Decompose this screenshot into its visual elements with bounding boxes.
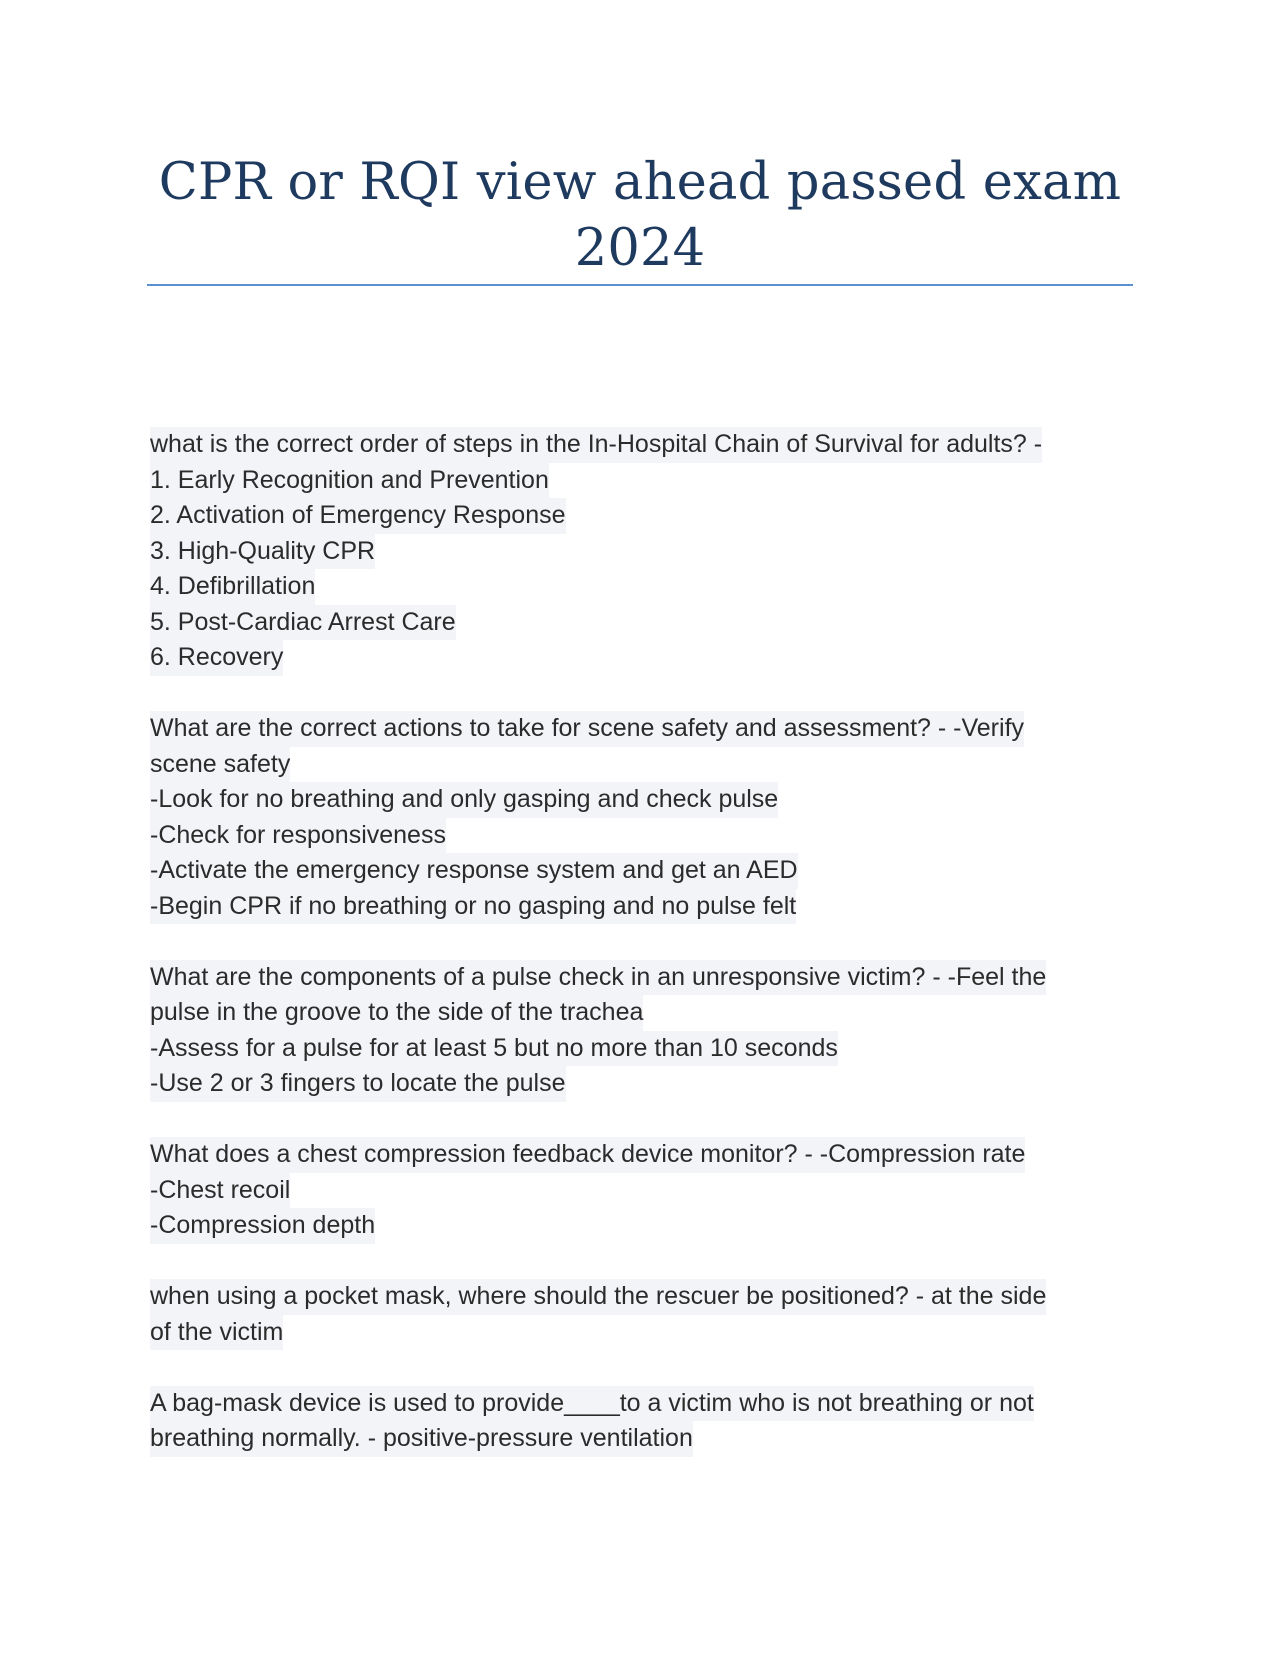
qa-line: -Check for responsiveness xyxy=(150,818,446,854)
qa-line: breathing normally. - positive-pressure ventilation xyxy=(150,1421,693,1457)
title-line-2: 2024 xyxy=(574,219,706,278)
qa-line: 2. Activation of Emergency Response xyxy=(150,498,566,534)
qa-item-1 xyxy=(150,427,1130,676)
qa-line: -Assess for a pulse for at least 5 but no more than 10 seconds xyxy=(150,1031,838,1067)
qa-line: 4. Defibrillation xyxy=(150,569,315,605)
qa-item-2 xyxy=(150,711,1130,924)
qa-line: pulse in the groove to the side of the trachea xyxy=(150,995,643,1031)
qa-line: -Activate the emergency response system and get an AED xyxy=(150,853,798,889)
document-title xyxy=(147,150,1133,282)
qa-list xyxy=(150,427,1130,1492)
qa-line: -Begin CPR if no breathing or no gasping and no pulse felt xyxy=(150,889,796,925)
qa-line: What are the components of a pulse check in an unresponsive victim? - -Feel the xyxy=(150,960,1046,996)
qa-line: of the victim xyxy=(150,1315,283,1351)
qa-item-3 xyxy=(150,960,1130,1102)
qa-line: -Look for no breathing and only gasping and check pulse xyxy=(150,782,778,818)
qa-item-5 xyxy=(150,1279,1130,1350)
qa-item-4 xyxy=(150,1137,1130,1244)
qa-line: when using a pocket mask, where should the rescuer be positioned? - at the side xyxy=(150,1279,1046,1315)
title-divider xyxy=(147,284,1133,286)
qa-line: 6. Recovery xyxy=(150,640,283,676)
qa-line: -Compression depth xyxy=(150,1208,375,1244)
qa-line: what is the correct order of steps in the In-Hospital Chain of Survival for adults? - xyxy=(150,427,1042,463)
qa-line: -Use 2 or 3 fingers to locate the pulse xyxy=(150,1066,566,1102)
qa-line: 1. Early Recognition and Prevention xyxy=(150,463,549,499)
qa-line: scene safety xyxy=(150,747,290,783)
qa-line: 5. Post-Cardiac Arrest Care xyxy=(150,605,456,641)
qa-line: What does a chest compression feedback device monitor? - -Compression rate xyxy=(150,1137,1025,1173)
qa-line: What are the correct actions to take for scene safety and assessment? - -Verify xyxy=(150,711,1024,747)
qa-line: 3. High-Quality CPR xyxy=(150,534,375,570)
qa-item-6 xyxy=(150,1386,1130,1457)
title-line-1: CPR or RQI view ahead passed exam xyxy=(158,153,1122,212)
qa-line: -Chest recoil xyxy=(150,1173,290,1209)
qa-line: A bag-mask device is used to provide____to a victim who is not breathing or not xyxy=(150,1386,1034,1422)
